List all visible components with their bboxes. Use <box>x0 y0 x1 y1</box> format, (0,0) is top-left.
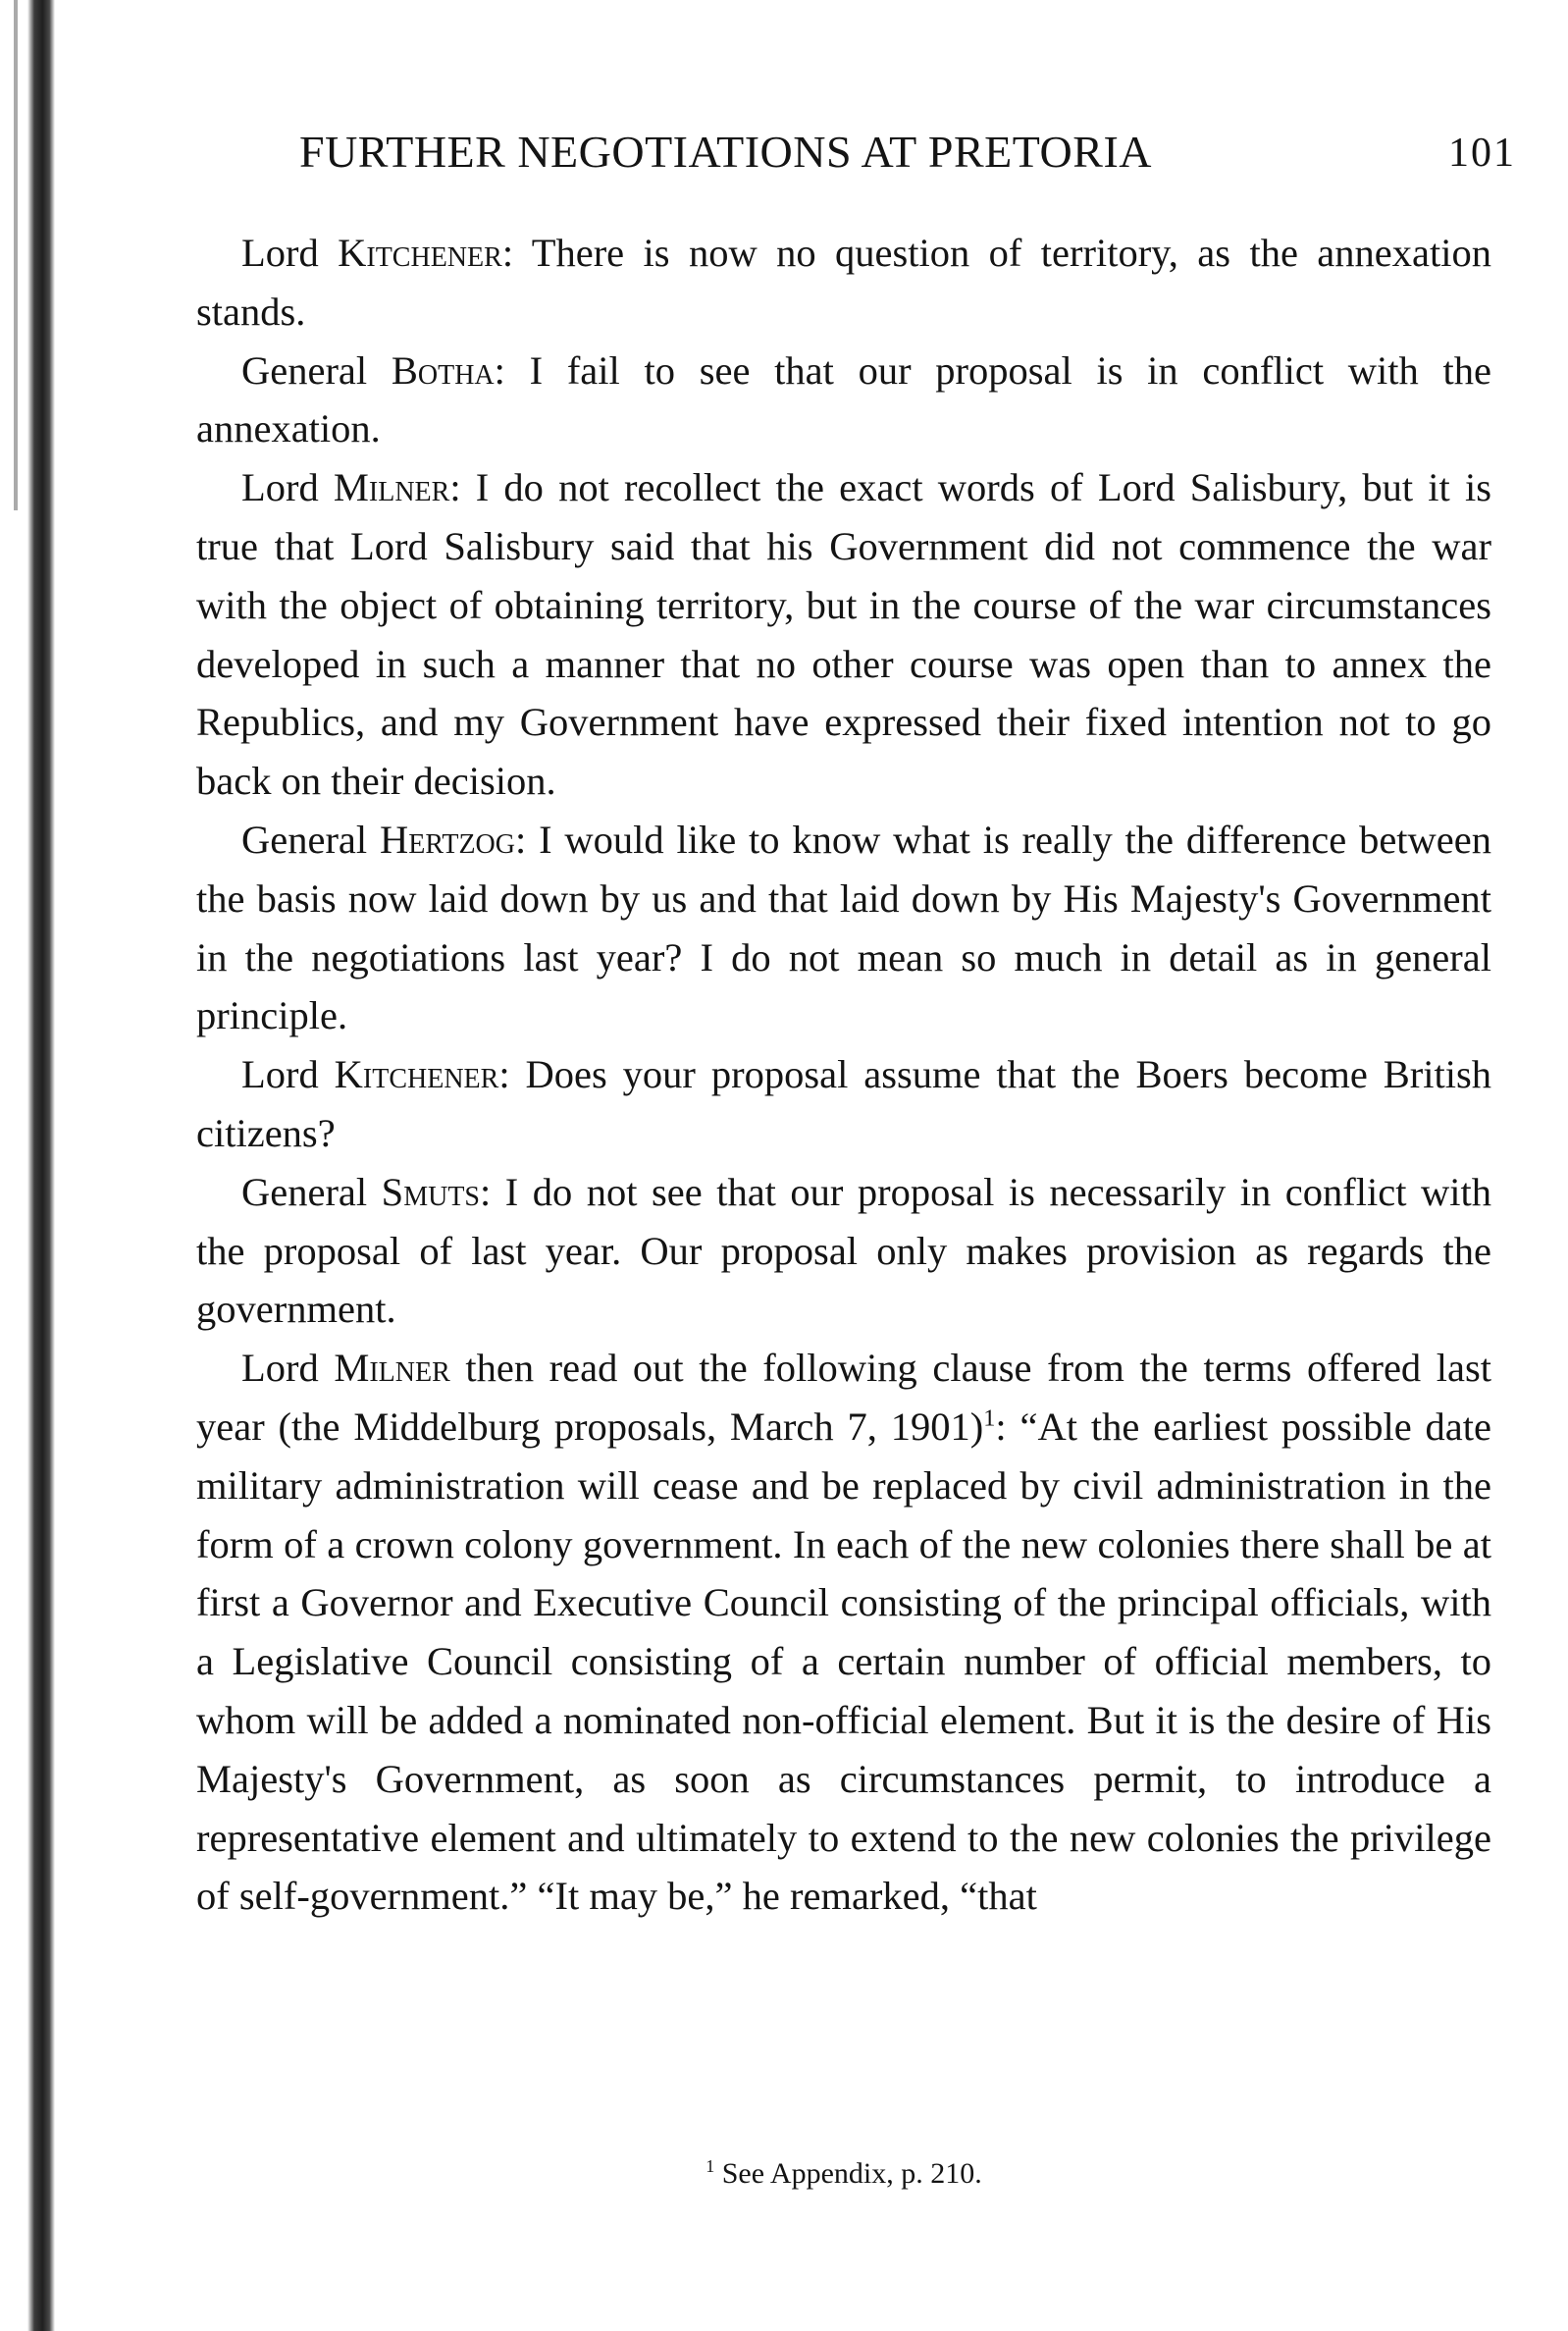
paragraph <box>196 811 1491 1045</box>
paragraph-text-before-note: then read out the following clause from the terms offered last year (the Middelburg proposals, March 7, 1901) <box>196 1346 1491 1449</box>
paragraph-text: : There is now no question of territory, as the annexation stands. <box>196 231 1491 334</box>
speaker-name: Botha <box>391 347 495 393</box>
paragraph <box>196 1339 1491 1926</box>
speaker-name: Smuts <box>381 1169 480 1214</box>
page-number: 101 <box>1448 131 1516 176</box>
speaker-name: Milner <box>334 1346 450 1391</box>
footnote <box>196 2157 1491 2191</box>
footnote-reference[interactable]: 1 <box>983 1404 996 1432</box>
paragraph <box>196 458 1491 811</box>
paragraph <box>196 224 1491 342</box>
paragraph-text: : I do not recollect the exact words of Lord Salisbury, but it is true that Lord Salisbury said that his Government did not commence the war with the object of obtaining territory, but in the course of the war circumstances developed in such a manner that no other course was open than to annex the Republics, and my Government have expressed their fixed intention not to go back on their decision. <box>196 465 1491 804</box>
speaker-name: Kitchener <box>334 1052 499 1097</box>
paragraph-text: : Does your proposal assume that the Boers become British citizens? <box>196 1052 1491 1155</box>
paragraph-text: : “At the earliest possible date military administration will cease and be replaced by civil administration in the form of a crown colony government. In each of the new colonies there shall be at first a Governor and Executive Council consisting of the principal officials, with a Legislative Council consisting of a certain number of official members, to whom will be added a nominated non-official element. But it is the desire of His Majesty's Government, as soon as circumstances permit, to introduce a representative element and ultimately to extend to the new colonies the privilege of self-government.” “It may be,” he remarked, “that <box>196 1404 1491 1919</box>
binding-shadow <box>27 0 55 2331</box>
paragraph <box>196 1045 1491 1163</box>
speaker-title: Lord <box>241 231 339 275</box>
running-header <box>299 126 1516 185</box>
paragraph-text: : I would like to know what is really the difference between the basis now laid down by us and that laid down by His Majesty's Government in the negotiations last year? I do not mean so much in detail as in general principle. <box>196 817 1491 1038</box>
footnote-marker: 1 <box>706 2156 715 2176</box>
speaker-title: Lord <box>241 465 334 510</box>
speaker-name: Milner <box>333 465 450 510</box>
speaker-name: Kitchener <box>338 231 502 275</box>
paragraph <box>196 342 1491 459</box>
paragraph-text: : I do not see that our proposal is necessarily in conflict with the proposal of last year. Our proposal only makes provision as regards the government. <box>196 1169 1491 1332</box>
speaker-title: Lord <box>241 1052 335 1097</box>
running-title: FURTHER NEGOTIATIONS AT PRETORIA <box>299 127 1152 177</box>
footnote-text: See Appendix, p. 210. <box>714 2157 982 2190</box>
paragraph <box>196 1163 1491 1339</box>
binding-edge-mark <box>14 0 18 510</box>
paragraph-text: : I fail to see that our proposal is in conflict with the annexation. <box>196 347 1491 451</box>
speaker-title: Lord <box>241 1346 335 1391</box>
main-text <box>196 224 1491 1926</box>
speaker-title: General <box>241 1169 382 1214</box>
speaker-title: General <box>241 817 380 862</box>
speaker-title: General <box>241 347 392 393</box>
speaker-name: Hertzog <box>380 817 515 862</box>
